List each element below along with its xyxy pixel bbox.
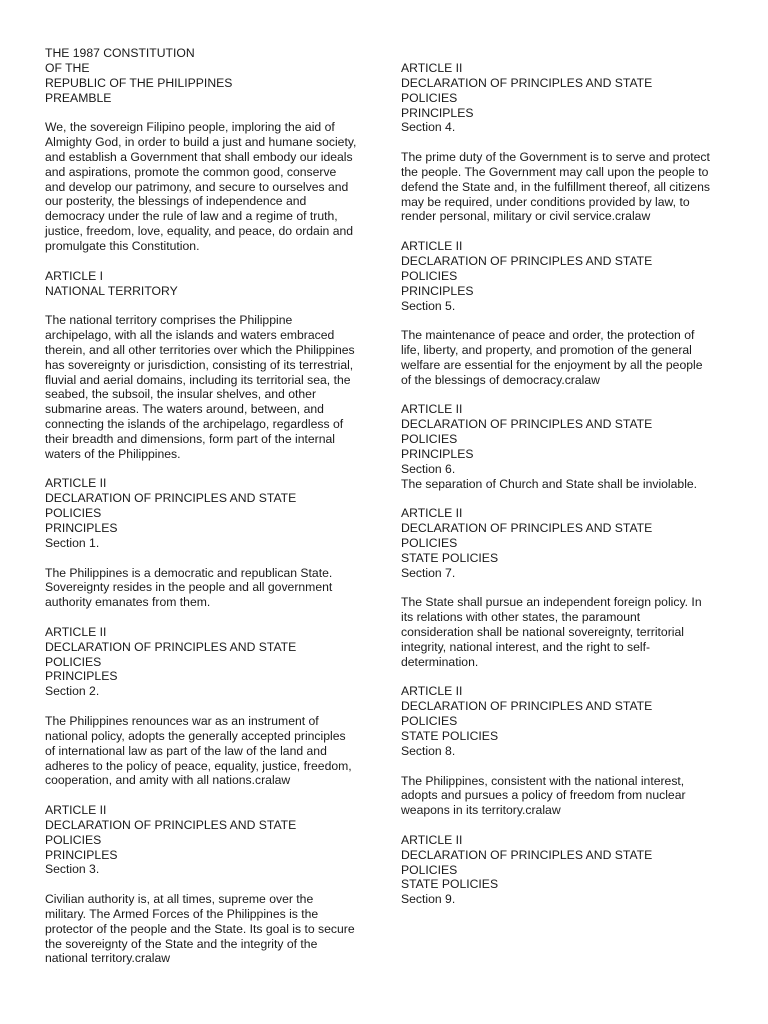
text-line: THE 1987 CONSTITUTION <box>45 46 195 60</box>
text-line: ARTICLE II <box>45 624 107 639</box>
text-line: DECLARATION OF PRINCIPLES AND STATE <box>401 75 653 90</box>
text-line: our posterity, the blessings of independence and <box>45 194 307 209</box>
text-line: Almighty God, in order to build a just and humane society, <box>45 135 357 150</box>
text-line: has sovereignty or jurisdiction, consisting of its terrestrial, <box>45 357 354 372</box>
text-line: DECLARATION OF PRINCIPLES AND STATE <box>45 817 297 832</box>
text-line: POLICIES <box>401 432 458 447</box>
text-line: PRINCIPLES <box>45 847 118 862</box>
text-line: military. The Armed Forces of the Philippines is the <box>45 906 319 921</box>
text-line: ARTICLE II <box>401 402 463 417</box>
text-line: REPUBLIC OF THE PHILIPPINES <box>45 75 233 90</box>
section-paragraph <box>45 120 375 254</box>
text-line: submarine areas. The waters around, between, and <box>45 402 324 417</box>
text-line: PRINCIPLES <box>401 283 474 298</box>
text-line: Sovereignty resides in the people and all government <box>45 580 333 595</box>
text-line: and establish a Government that shall embody our ideals <box>45 149 353 164</box>
text-line: defend the State and, in the fulfillment thereof, all citizens <box>401 179 710 194</box>
text-line: The Philippines is a democratic and republican State. <box>45 565 333 580</box>
text-line: OF THE <box>45 60 90 75</box>
text-line: STATE POLICIES <box>401 550 499 565</box>
text-line: DECLARATION OF PRINCIPLES AND STATE <box>401 699 653 714</box>
section-heading <box>401 402 723 491</box>
text-line: ARTICLE II <box>401 684 463 699</box>
text-line: The State shall pursue an independent foreign policy. In <box>401 595 702 610</box>
section-paragraph <box>45 892 375 966</box>
text-line: Section 3. <box>45 862 100 877</box>
text-line: waters of the Philippines. <box>45 446 181 461</box>
text-line: promulgate this Constitution. <box>45 238 200 253</box>
text-line: adheres to the policy of peace, equality, justice, freedom, <box>45 758 352 773</box>
text-line: PRINCIPLES <box>45 669 118 684</box>
section-heading <box>401 506 723 580</box>
text-line: STATE POLICIES <box>401 877 499 892</box>
text-line: of international law as part of the law of the land and <box>45 743 327 758</box>
text-line: and develop our patrimony, and secure to ourselves and <box>45 179 349 194</box>
text-line: ARTICLE I <box>45 268 104 283</box>
text-line: national territory.cralaw <box>45 951 171 966</box>
text-line: PRINCIPLES <box>401 105 474 120</box>
text-line: their breadth and dimensions, form part of the internal <box>45 431 335 446</box>
text-line: life, liberty, and property, and promotion of the general <box>401 343 692 358</box>
text-line: Section 9. <box>401 892 456 907</box>
text-line: NATIONAL TERRITORY <box>45 283 178 298</box>
text-line: render personal, military or civil service.cralaw <box>401 209 651 224</box>
text-line: its relations with other states, the paramount <box>401 610 641 625</box>
text-line: Section 5. <box>401 298 456 313</box>
section-heading <box>45 803 375 877</box>
section-paragraph <box>45 566 375 611</box>
text-line: PRINCIPLES <box>45 521 118 535</box>
text-line: POLICIES <box>401 268 458 283</box>
text-line: POLICIES <box>401 536 458 550</box>
text-line: The Philippines renounces war as an instrument of <box>45 713 319 728</box>
text-line: may be required, under conditions provided by law, to <box>401 194 690 209</box>
section-paragraph <box>45 714 375 788</box>
text-line: PREAMBLE <box>45 90 112 105</box>
text-line: integrity, national interest, and the right to self- <box>401 639 651 654</box>
text-line: ARTICLE II <box>401 506 463 521</box>
text-line: DECLARATION OF PRINCIPLES AND STATE <box>401 521 653 536</box>
text-line: PRINCIPLES <box>401 446 474 461</box>
right-column <box>401 61 723 907</box>
text-line: cooperation, and amity with all nations.cralaw <box>45 773 291 788</box>
text-line: ARTICLE II <box>45 476 107 491</box>
section-heading <box>401 833 723 907</box>
text-line: DECLARATION OF PRINCIPLES AND STATE <box>45 491 297 506</box>
text-line: welfare are essential for the enjoyment by all the people <box>401 357 703 372</box>
text-line: the sovereignty of the State and the integrity of the <box>45 936 318 951</box>
text-line: authority emanates from them. <box>45 595 211 610</box>
text-line: seabed, the subsoil, the insular shelves, and other <box>45 387 317 402</box>
text-line: Section 4. <box>401 120 456 135</box>
section-heading <box>45 269 375 299</box>
text-line: the people. The Government may call upon the people to <box>401 164 709 179</box>
section-paragraph <box>45 313 375 461</box>
text-line: DECLARATION OF PRINCIPLES AND STATE <box>401 417 653 432</box>
text-line: POLICIES <box>45 832 102 847</box>
text-line: POLICIES <box>401 90 458 105</box>
section-paragraph <box>401 595 723 669</box>
text-line: ARTICLE II <box>45 803 107 818</box>
text-line: and aspirations, promote the common good, conserve <box>45 164 337 179</box>
text-line: fluvial and aerial domains, including its territorial sea, the <box>45 372 351 387</box>
text-line: POLICIES <box>45 506 102 521</box>
text-line: POLICIES <box>45 654 102 669</box>
text-line: therein, and all other territories over which the Philippines <box>45 342 355 357</box>
text-line: DECLARATION OF PRINCIPLES AND STATE <box>401 253 653 268</box>
section-heading <box>45 476 375 550</box>
text-line: national policy, adopts the generally accepted principles <box>45 728 346 743</box>
text-line: consideration shall be national sovereignty, territorial <box>401 625 684 640</box>
text-line: Civilian authority is, at all times, supreme over the <box>45 892 314 907</box>
text-line: ARTICLE II <box>401 239 463 254</box>
text-line: POLICIES <box>401 714 458 729</box>
text-line: The prime duty of the Government is to serve and protect <box>401 150 710 165</box>
text-line: Section 1. <box>45 535 100 550</box>
text-line: The separation of Church and State shall be inviolable. <box>401 476 698 491</box>
section-heading <box>45 46 375 105</box>
text-line: DECLARATION OF PRINCIPLES AND STATE <box>401 847 653 862</box>
text-line: Section 2. <box>45 684 100 699</box>
section-paragraph <box>401 774 723 819</box>
text-line: weapons in its territory.cralaw <box>401 803 561 818</box>
text-line: DECLARATION OF PRINCIPLES AND STATE <box>45 639 297 654</box>
text-line: archipelago, with all the islands and waters embraced <box>45 328 335 343</box>
text-line: The maintenance of peace and order, the protection of <box>401 328 695 343</box>
text-line: democracy under the rule of law and a regime of truth, <box>45 209 338 224</box>
text-line: The national territory comprises the Philippine <box>45 313 293 328</box>
text-line: ARTICLE II <box>401 61 463 75</box>
text-line: We, the sovereign Filipino people, imploring the aid of <box>45 120 335 135</box>
text-line: Section 8. <box>401 743 456 758</box>
text-line: justice, freedom, love, equality, and peace, do ordain and <box>45 224 354 239</box>
text-line: protector of the people and the State. Its goal is to secure <box>45 921 355 936</box>
section-heading <box>401 61 723 135</box>
section-paragraph <box>401 328 723 387</box>
text-line: Section 7. <box>401 565 456 580</box>
text-line: of the blessings of democracy.cralaw <box>401 372 600 387</box>
text-line: adopts and pursues a policy of freedom from nuclear <box>401 788 686 803</box>
text-line: The Philippines, consistent with the national interest, <box>401 773 685 788</box>
text-line: connecting the islands of the archipelago, regardless of <box>45 417 344 432</box>
section-heading <box>401 239 723 313</box>
text-line: Section 6. <box>401 461 456 476</box>
text-line: POLICIES <box>401 862 458 877</box>
section-paragraph <box>401 150 723 224</box>
text-line: ARTICLE II <box>401 832 463 847</box>
left-column <box>45 46 375 966</box>
section-heading <box>45 625 375 699</box>
text-line: STATE POLICIES <box>401 728 499 743</box>
section-heading <box>401 684 723 758</box>
text-line: determination. <box>401 654 479 669</box>
